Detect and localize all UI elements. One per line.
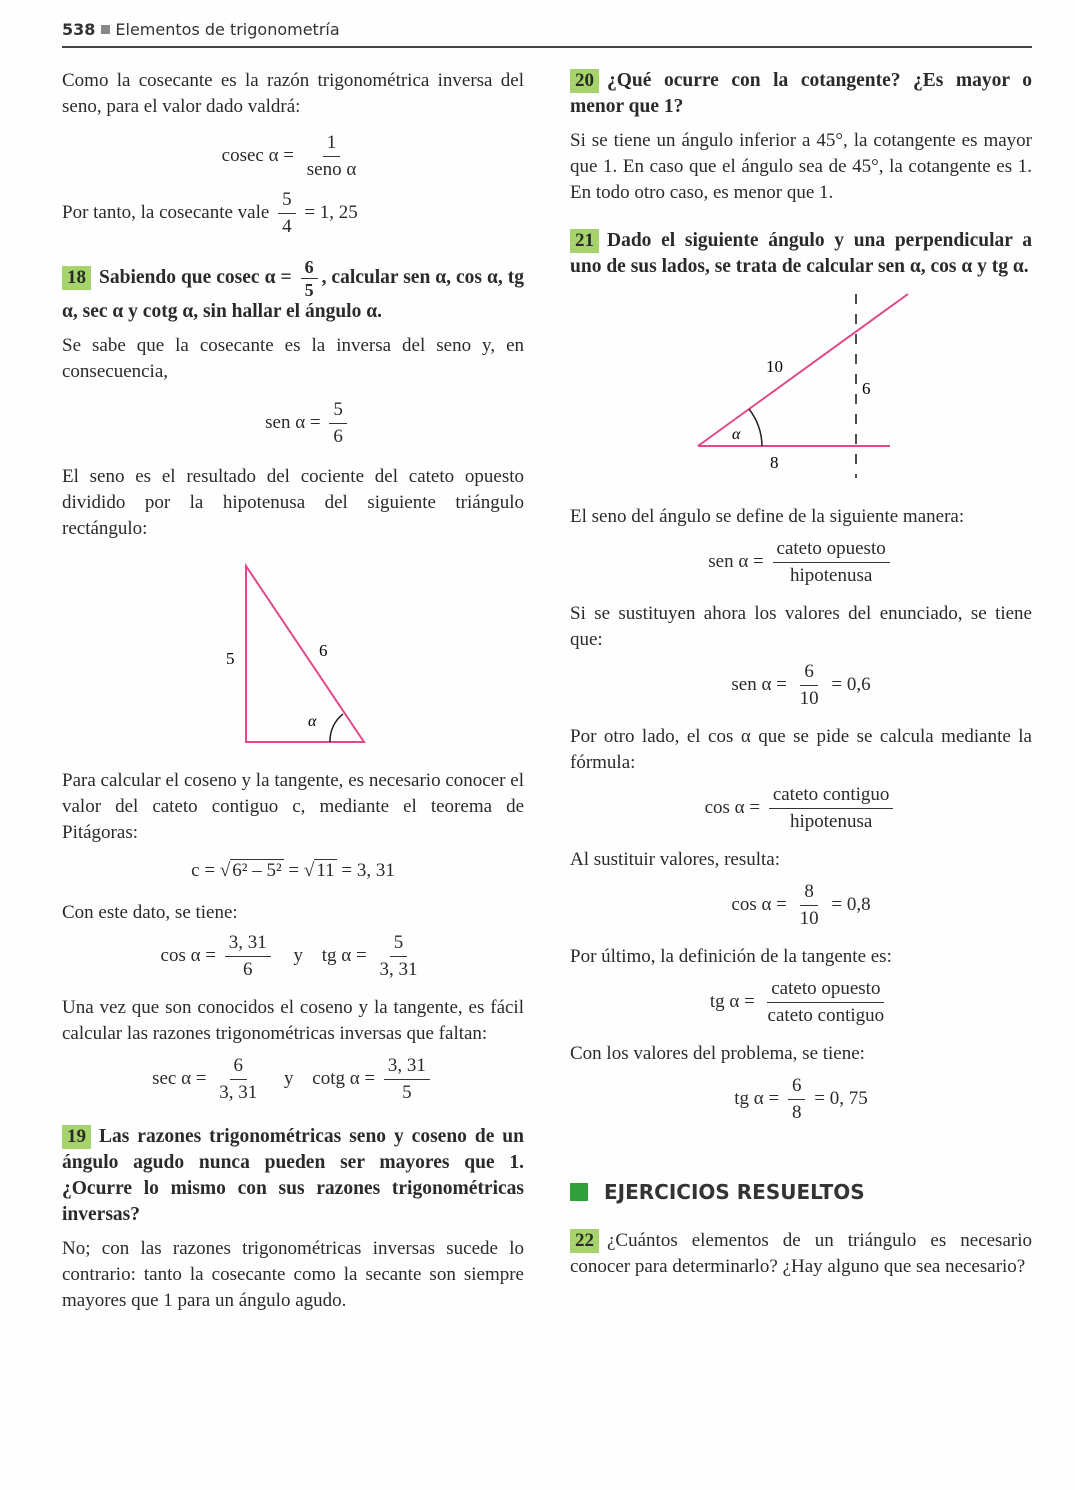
question-18 — [62, 258, 524, 325]
numerator: 6 — [800, 661, 818, 686]
denominator: hipotenusa — [789, 811, 873, 832]
question-number: 21 — [570, 229, 599, 253]
angle-arc — [330, 714, 343, 742]
formula-portanto — [62, 189, 524, 238]
fraction — [329, 399, 347, 448]
right-column — [570, 68, 1032, 1280]
paragraph: Por tanto, la cosecante vale — [62, 201, 270, 223]
formula-lhs: cos α = — [731, 893, 787, 915]
denominator: cateto contiguo — [767, 1005, 885, 1026]
denominator: 10 — [799, 908, 819, 929]
formula-rhs: = 1, 25 — [304, 201, 358, 223]
fraction — [303, 132, 361, 181]
formula-lhs: c = — [191, 860, 216, 881]
numerator: 5 — [278, 189, 296, 214]
question-text: , calcular sen α, cos α, tg α, sec α y cotg α, sin hallar el ángulo α. — [62, 266, 525, 322]
denominator: 6 — [333, 426, 343, 447]
formula-rhs: = 0, 75 — [814, 1087, 868, 1109]
formula-lhs: cosec α = — [221, 144, 295, 166]
question-text: Dado el siguiente ángulo y una perpendicular a uno de sus lados, se trata de calcular sen α, cos α y tg α. — [570, 230, 1032, 277]
numerator: 8 — [800, 881, 818, 906]
paragraph: Si se sustituyen ahora los valores del enunciado, se tiene que: — [570, 603, 1032, 650]
formula-lhs: tg α = — [734, 1087, 780, 1109]
denominator: 3, 31 — [379, 959, 418, 980]
formula-lhs: tg α = — [321, 944, 367, 966]
formula-cos-value — [570, 881, 1032, 930]
formula-lhs: cos α = — [160, 944, 217, 966]
paragraph: El seno del ángulo se define de la siguiente manera: — [570, 506, 965, 527]
denominator: 8 — [791, 1102, 802, 1123]
paragraph: Como la cosecante es la razón trigonométrica inversa del seno, para el valor dado valdrá: — [62, 70, 524, 117]
formula-pitagoras: c = √ 6² – 5² = √ 11 = 3, 31 — [191, 860, 395, 881]
paragraph: Por último, la definición de la tangente es: — [570, 946, 892, 967]
paragraph: Al sustituir valores, resulta: — [570, 849, 781, 870]
denominator: hipotenusa — [789, 565, 873, 586]
numerator: 5 — [390, 932, 408, 957]
numerator: cateto opuesto — [767, 978, 884, 1003]
denominator: 5 — [402, 1082, 412, 1103]
left-column — [62, 68, 524, 1314]
hypotenuse-line — [698, 294, 908, 446]
numerator: 6 — [788, 1075, 806, 1100]
paragraph: No; con las razones trigonométricas inversas sucede lo contrario: tanto la cosecante como la secante son siempre mayores que 1 para un ángulo agudo. — [62, 1238, 524, 1311]
formula-sec-cotg — [62, 1055, 524, 1104]
fraction — [215, 1055, 261, 1104]
numerator: 6 — [301, 258, 318, 279]
fraction — [225, 932, 271, 981]
formula-sen — [62, 399, 524, 448]
denominator: seno α — [306, 159, 357, 180]
formula-rhs: = 3, 31 — [341, 860, 395, 881]
formula-cosec — [62, 132, 524, 181]
fraction — [764, 978, 889, 1027]
fraction — [773, 538, 890, 587]
fraction — [769, 784, 894, 833]
section-title: EJERCICIOS RESUELTOS — [604, 1180, 865, 1204]
fraction — [375, 932, 421, 981]
formula-lhs: sen α = — [731, 673, 787, 695]
formula-lhs: sec α = — [152, 1067, 207, 1089]
question-number: 19 — [62, 1125, 91, 1149]
angle-arc — [749, 409, 762, 446]
formula-rhs: = 0,6 — [831, 673, 871, 695]
formula-tg-def — [570, 978, 1032, 1027]
denominator: 6 — [243, 959, 253, 980]
denominator: 5 — [304, 280, 314, 300]
numerator: 6 — [230, 1055, 248, 1080]
formula-lhs: sen α = — [265, 411, 321, 433]
question-text: Sabiendo que cosec α = — [99, 266, 292, 288]
denominator: 3, 31 — [219, 1082, 258, 1103]
fraction — [384, 1055, 430, 1104]
section-square-icon — [570, 1183, 588, 1201]
question-number: 20 — [570, 69, 599, 93]
formula-lhs: tg α = — [709, 990, 755, 1012]
fraction — [788, 1075, 806, 1124]
paragraph: El seno es el resultado del cociente del cateto opuesto dividido por la hipotenusa del siguiente triángulo rectángulo: — [62, 466, 524, 539]
equals: = — [288, 860, 300, 881]
paragraph: Si se tiene un ángulo inferior a 45°, la cotangente es mayor que 1. En caso que el ángulo sea de 45°, la cotangente es 1. En todo otro caso, es menor que 1. — [570, 130, 1032, 203]
fraction — [796, 661, 823, 710]
question-22 — [570, 1228, 1032, 1280]
conjunction: y — [293, 944, 304, 966]
numerator: 1 — [323, 132, 341, 157]
paragraph: Se sabe que la cosecante es la inversa del seno y, en consecuencia, — [62, 335, 524, 382]
hypotenuse-label: 6 — [319, 641, 328, 660]
formula-cos-def — [570, 784, 1032, 833]
paragraph: Por otro lado, el cos α que se pide se calcula mediante la fórmula: — [570, 726, 1032, 773]
question-text: ¿Qué ocurre con la cotangente? ¿Es mayor o menor que 1? — [570, 70, 1032, 117]
conjunction: y — [284, 1067, 294, 1089]
formula-sen-value — [570, 661, 1032, 710]
triangle-shape — [246, 566, 364, 742]
formula-cos-tg — [62, 932, 524, 981]
page-header — [62, 20, 1032, 48]
numerator: cateto opuesto — [773, 538, 890, 563]
hypotenuse-label: 10 — [766, 357, 783, 376]
formula-lhs: cotg α = — [312, 1067, 376, 1089]
question-text: ¿Cuántos elementos de un triángulo es necesario conocer para determinarlo? ¿Hay alguno que sea necesario? — [570, 1230, 1032, 1277]
header-title: Elementos de trigonometría — [115, 20, 340, 39]
angle-label: α — [732, 426, 741, 443]
fraction — [796, 881, 823, 930]
numerator: 3, 31 — [225, 932, 271, 957]
question-text: Las razones trigonométricas seno y coseno de un ángulo agudo nunca pueden ser mayores que 1. ¿Ocurre lo mismo con sus razones trigonométricas inversas? — [62, 1126, 524, 1225]
question-number: 22 — [570, 1229, 599, 1253]
question-number: 18 — [62, 266, 91, 290]
base-label: 8 — [770, 453, 779, 472]
question-21 — [570, 228, 1032, 280]
side-label: 5 — [226, 649, 235, 668]
angle-label: α — [308, 713, 317, 730]
numerator: cateto contiguo — [769, 784, 894, 809]
vertical-label: 6 — [862, 379, 871, 398]
radicand: 11 — [316, 860, 335, 881]
radicand: 6² – 5² — [232, 860, 282, 881]
paragraph: Una vez que son conocidos el coseno y la tangente, es fácil calcular las razones trigonométricas inversas que faltan: — [62, 997, 524, 1044]
fraction — [278, 189, 296, 238]
formula-tg-value — [570, 1075, 1032, 1124]
section-heading — [570, 1180, 1032, 1204]
formula-lhs: sen α = — [708, 550, 764, 572]
paragraph: Para calcular el coseno y la tangente, es necesario conocer el valor del cateto contiguo c, mediante el teorema de Pitágoras: — [62, 770, 524, 843]
numerator: 3, 31 — [384, 1055, 430, 1080]
paragraph: Con este dato, se tiene: — [62, 902, 238, 923]
page-number: 538 — [62, 20, 96, 39]
formula-lhs: cos α = — [704, 796, 761, 818]
denominator: 10 — [799, 688, 819, 709]
right-triangle-figure — [62, 552, 524, 762]
angle-figure — [570, 292, 1032, 492]
question-20 — [570, 68, 1032, 120]
formula-rhs: = 0,8 — [831, 893, 871, 915]
header-square-icon — [101, 25, 110, 34]
numerator: 5 — [329, 399, 347, 424]
question-19 — [62, 1124, 524, 1228]
denominator: 4 — [282, 216, 292, 237]
paragraph: Con los valores del problema, se tiene: — [570, 1043, 865, 1064]
formula-sen-def — [570, 538, 1032, 587]
fraction — [301, 258, 318, 299]
